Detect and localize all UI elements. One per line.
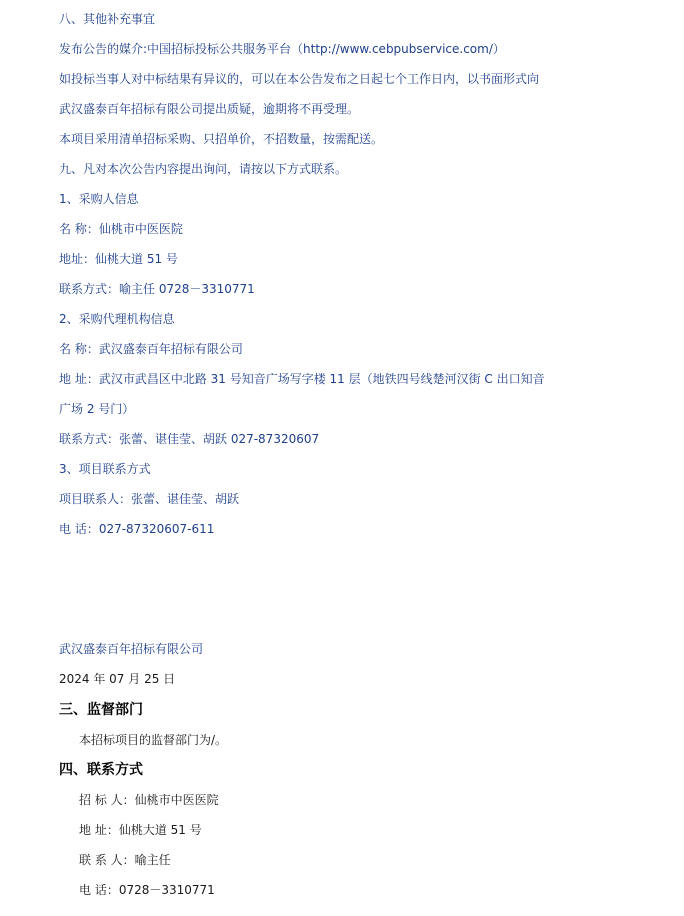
section-9-heading: 九、凡对本次公告内容提出询问，请按以下方式联系。 — [59, 162, 348, 176]
contact-phone: 电 话：0728－3310771 — [79, 883, 215, 897]
agency-address-cont: 广场 2 号门） — [59, 402, 135, 416]
procurement-method-line: 本项目采用清单招标采购、只招单价，不招数量，按需配送。 — [59, 132, 384, 146]
contact-address: 地 址：仙桃大道 51 号 — [79, 823, 202, 837]
supervision-body: 本招标项目的监督部门为/。 — [79, 733, 228, 747]
agency-name: 名 称：武汉盛泰百年招标有限公司 — [59, 342, 243, 356]
signature-date: 2024 年 07 月 25 日 — [59, 672, 176, 686]
agency-contact: 联系方式：张蕾、谌佳莹、胡跃 027-87320607 — [59, 432, 320, 446]
supervision-title: 三、监督部门 — [59, 702, 143, 718]
objection-notice-line: 如投标当事人对中标结果有异议的，可以在本公告发布之日起七个工作日内，以书面形式向 — [59, 72, 540, 86]
purchaser-address: 地址：仙桃大道 51 号 — [59, 252, 178, 266]
purchaser-contact: 联系方式：喻主任 0728－3310771 — [59, 282, 255, 296]
project-contact-phone: 电 话：027-87320607-611 — [59, 522, 215, 536]
project-contact-persons: 项目联系人：张蕾、谌佳莹、胡跃 — [59, 492, 240, 506]
publication-media-line: 发布公告的媒介:中国招标投标公共服务平台（http://www.cebpubservice.com/） — [59, 42, 505, 56]
agency-address: 地 址：武汉市武昌区中北路 31 号知音广场写字楼 11 层（地铁四号线楚河汉街 C 出口知音 — [59, 372, 545, 386]
purchaser-name: 名 称：仙桃市中医医院 — [59, 222, 183, 236]
contact-person: 联 系 人：喻主任 — [79, 853, 171, 867]
purchaser-info-heading: 1、采购人信息 — [59, 192, 139, 206]
contact-tenderer: 招 标 人：仙桃市中医医院 — [79, 793, 219, 807]
section-8-heading: 八、其他补充事宜 — [59, 12, 156, 26]
agency-info-heading: 2、采购代理机构信息 — [59, 312, 175, 326]
signature-company: 武汉盛泰百年招标有限公司 — [59, 642, 204, 656]
objection-notice-line-cont: 武汉盛泰百年招标有限公司提出质疑，逾期将不再受理。 — [59, 102, 360, 116]
project-contact-heading: 3、项目联系方式 — [59, 462, 151, 476]
contact-title: 四、联系方式 — [59, 762, 143, 778]
